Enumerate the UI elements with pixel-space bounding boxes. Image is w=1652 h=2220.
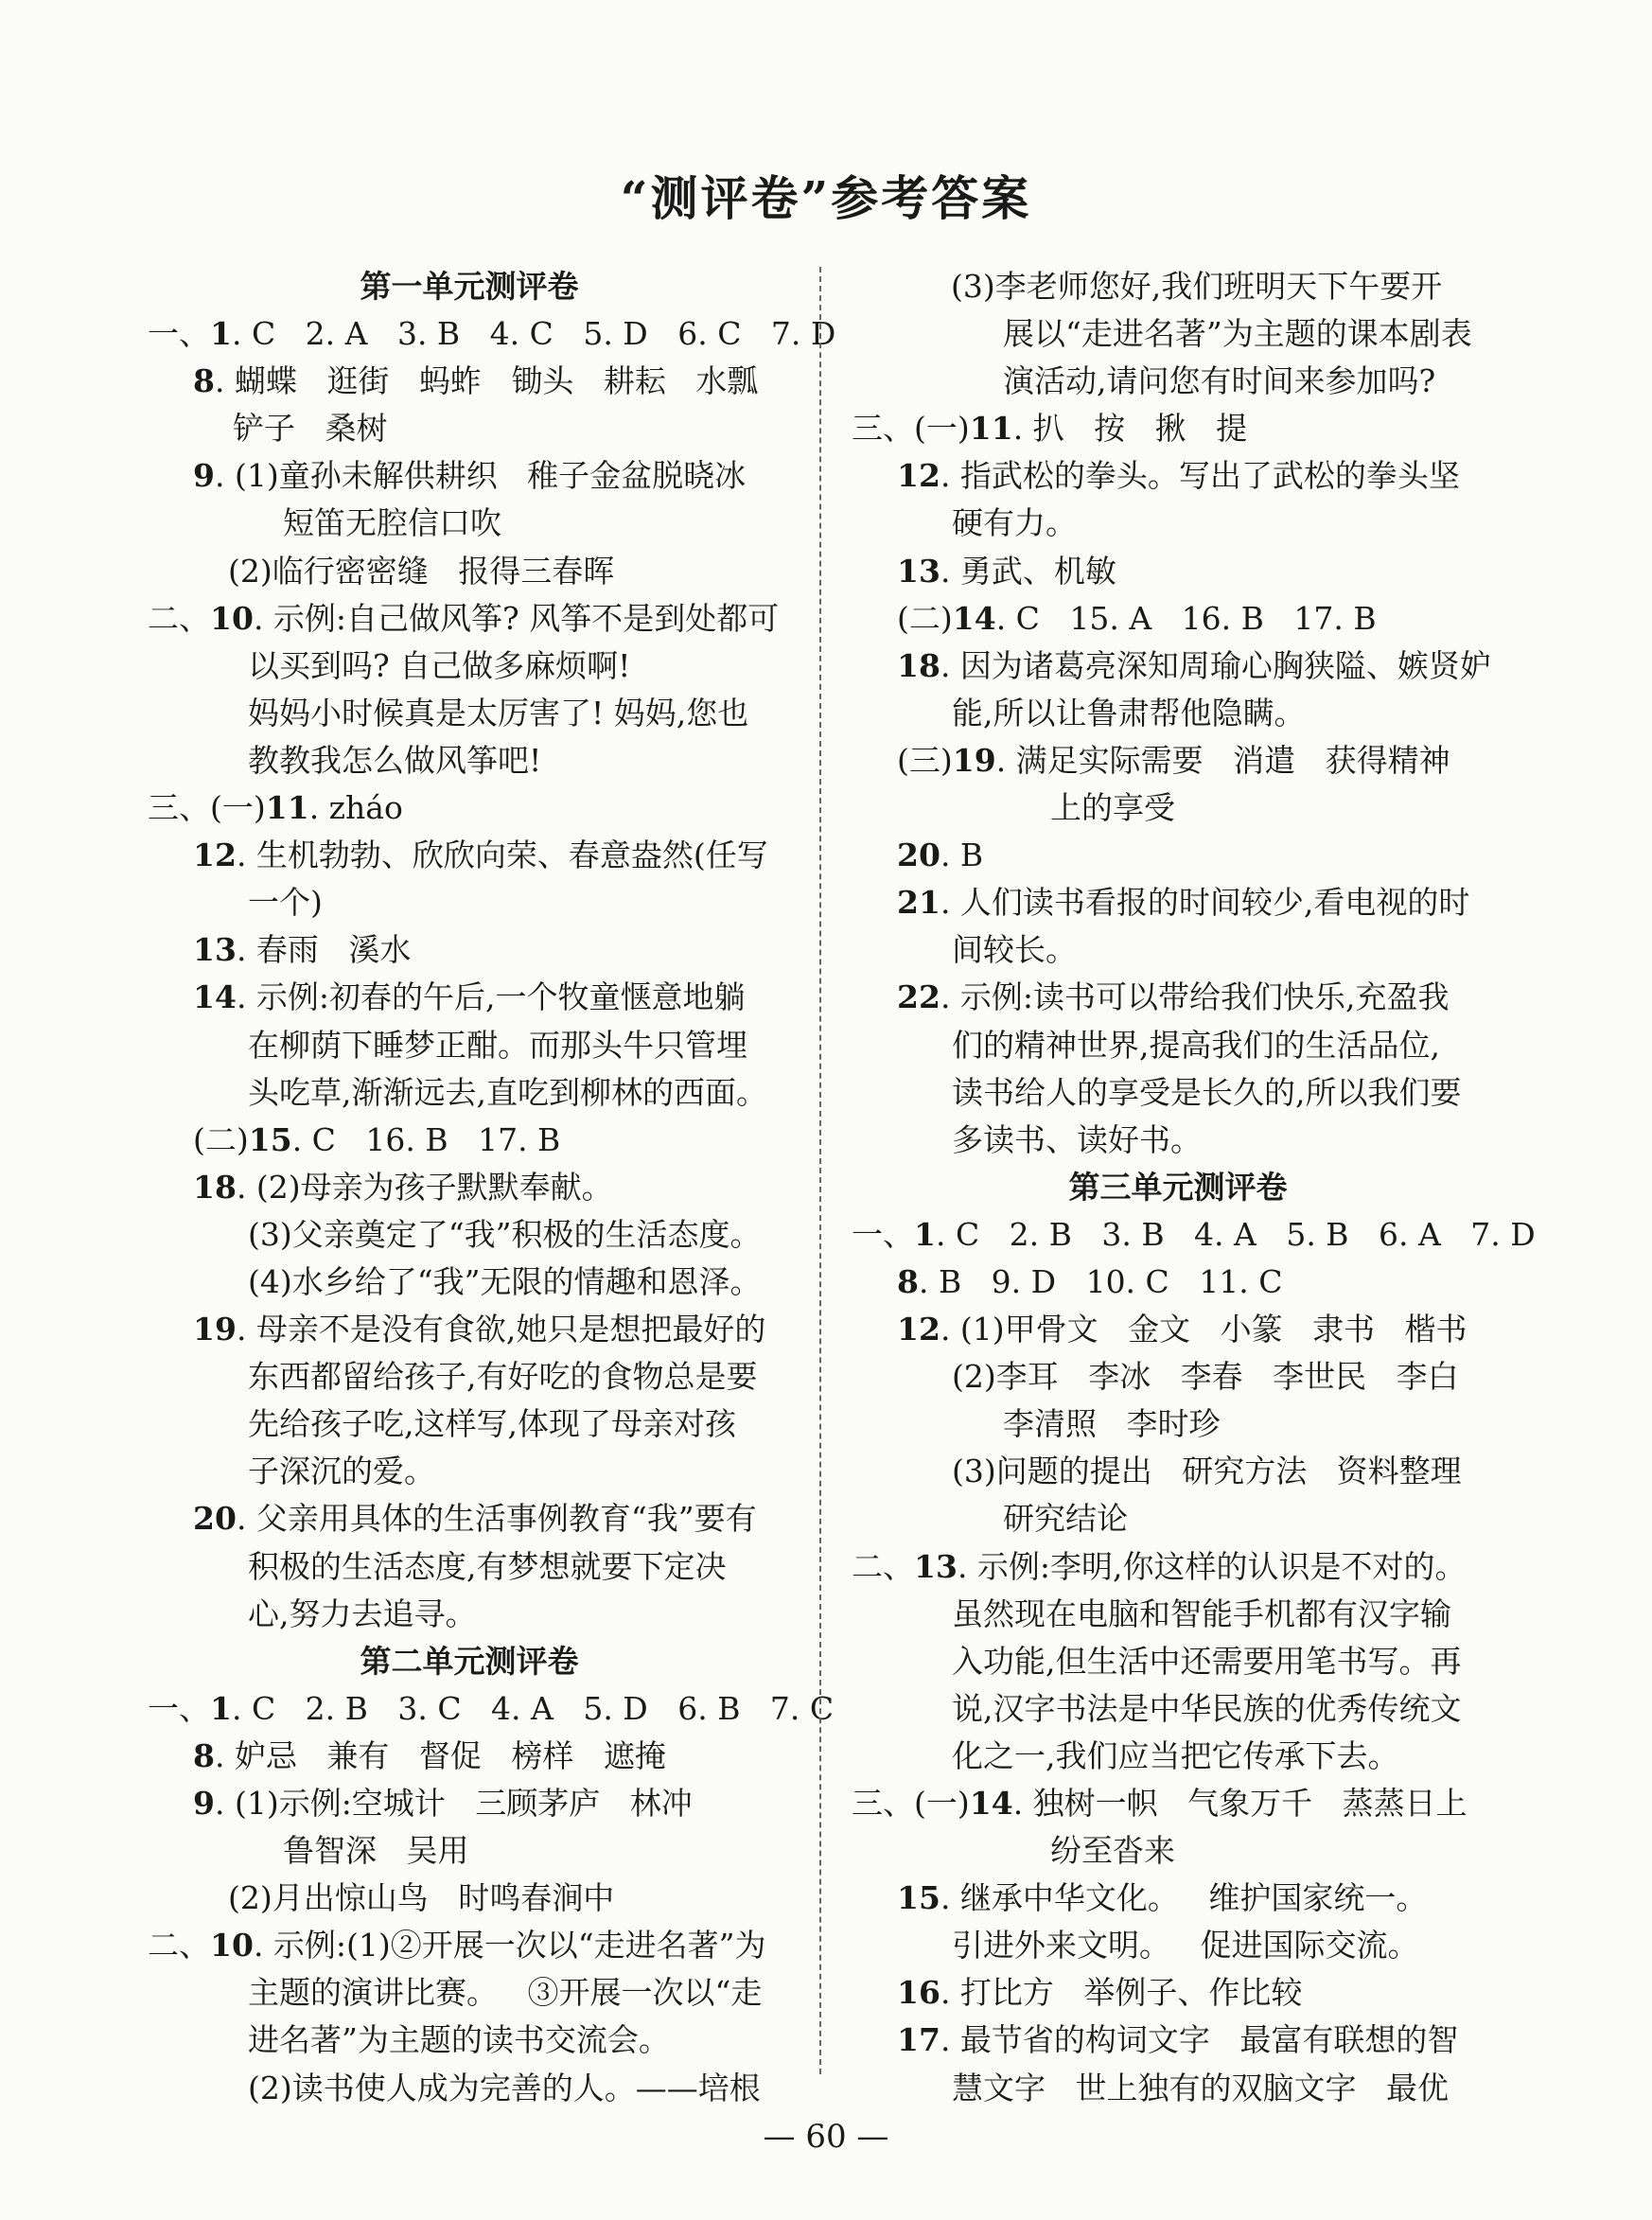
page-number: — 60 — <box>763 2118 889 2156</box>
right-column <box>852 263 1536 2112</box>
answer-text: . 勇武、机敏 <box>940 552 1116 590</box>
section-heading: 第二单元测评卷 <box>360 1642 579 1680</box>
answer-line <box>148 1117 791 1164</box>
answer-text: 一个) <box>248 884 323 922</box>
answer-text: . C 2. B 3. B 4. A 5. B 6. A 7. D <box>935 1215 1536 1253</box>
answer-line <box>148 1780 791 1827</box>
answer-text: . zháo <box>308 789 403 827</box>
answer-line <box>852 1495 1504 1542</box>
question-number: 22 <box>897 978 940 1016</box>
answer-line <box>852 737 1504 784</box>
answer-line <box>148 1685 835 1733</box>
answer-line <box>148 926 791 974</box>
answer-line <box>148 1259 791 1306</box>
answer-text: 铲子 桑树 <box>233 410 388 448</box>
answer-text: 间较长。 <box>952 931 1077 969</box>
answer-text: . 母亲不是没有食欲,她只是想把最好的 <box>236 1311 766 1348</box>
question-number: 8 <box>193 362 215 400</box>
answer-line <box>148 2017 791 2064</box>
answer-text: . (2)母亲为孩子默默奉献。 <box>236 1168 613 1206</box>
answer-text: (4)水乡给了“我”无限的情趣和恩泽。 <box>248 1262 762 1300</box>
question-number: 18 <box>193 1168 237 1206</box>
answer-text: 先给孩子吃,这样写,体现了母亲对孩 <box>248 1405 736 1443</box>
answer-line <box>852 1591 1504 1638</box>
question-number: 1 <box>210 1689 232 1727</box>
answer-text: 李清照 李时珍 <box>1003 1405 1221 1443</box>
answer-line <box>852 405 1504 452</box>
answer-line <box>852 1922 1504 1969</box>
answer-text: . 蝴蝶 逛街 蚂蚱 锄头 耕耘 水瓢 <box>214 362 759 400</box>
answer-text: . 示例:李明,你这样的认识是不对的。 <box>957 1547 1467 1585</box>
answer-line <box>852 1211 1536 1259</box>
question-number: 9 <box>193 1785 215 1822</box>
answer-text: (2)李耳 李冰 李春 李世民 李白 <box>952 1358 1459 1396</box>
answer-line <box>852 1969 1504 2017</box>
answer-line <box>148 1969 791 2017</box>
answer-text: 研究结论 <box>1003 1500 1128 1538</box>
question-number: 10 <box>210 1927 254 1965</box>
answer-line <box>852 832 1504 879</box>
answer-text: 虽然现在电脑和智能手机都有汉字输 <box>952 1595 1451 1632</box>
answer-line <box>852 1401 1504 1448</box>
question-number: 13 <box>897 552 940 590</box>
answer-text: . 扒 按 揪 提 <box>1012 410 1248 448</box>
answer-line <box>852 1117 1504 1164</box>
answer-text: . 继承中华文化。 维护国家统一。 <box>940 1879 1428 1917</box>
answer-text: 展以“走进名著”为主题的课本剧表 <box>1003 315 1472 353</box>
answer-text: 们的精神世界,提高我们的生活品位, <box>952 1026 1440 1064</box>
question-number: 11 <box>265 789 309 827</box>
answer-line <box>852 643 1504 690</box>
answer-text: 说,汉字书法是中华民族的优秀传统文 <box>952 1689 1462 1727</box>
question-number: 21 <box>897 884 940 922</box>
answer-line <box>148 1495 791 1542</box>
answer-line <box>852 595 1504 643</box>
answer-line <box>852 1353 1504 1401</box>
answer-text: . B 9. D 10. C 11. C <box>918 1262 1283 1300</box>
answer-text: 演活动,请问您有时间来参加吗? <box>1003 362 1436 400</box>
answer-text: . C 16. B 17. B <box>291 1120 561 1158</box>
answer-text: . 因为诸葛亮深知周瑜心胸狭隘、嫉贤妒 <box>940 646 1491 684</box>
answer-text: 化之一,我们应当把它传承下去。 <box>952 1736 1399 1774</box>
question-number: 14 <box>193 978 237 1016</box>
answer-text: . 示例:初春的午后,一个牧童惬意地躺 <box>236 978 746 1016</box>
answer-text: . 独树一帜 气象万千 蒸蒸日上 <box>1012 1785 1467 1822</box>
question-prefix: 一、 <box>148 1689 210 1727</box>
question-number: 12 <box>897 457 940 495</box>
answer-text: 硬有力。 <box>952 504 1077 542</box>
answer-text: 引进外来文明。 促进国际交流。 <box>952 1927 1419 1965</box>
answer-line <box>148 1827 791 1875</box>
answer-text: 进名著”为主题的读书交流会。 <box>248 2021 670 2059</box>
answer-text: 妈妈小时候真是太厉害了! 妈妈,您也 <box>248 694 749 731</box>
answer-line <box>148 1022 791 1069</box>
question-number: 13 <box>914 1547 958 1585</box>
question-number: 14 <box>952 599 996 637</box>
answer-line <box>852 1875 1504 1922</box>
question-number: 12 <box>193 837 237 874</box>
answer-line <box>852 1780 1504 1827</box>
answer-line <box>852 1638 1504 1685</box>
answer-text: . (1)童孙未解供耕织 稚子金盆脱晓冰 <box>214 457 747 495</box>
question-prefix: 二、 <box>148 1927 210 1965</box>
answer-text: 读书给人的享受是长久的,所以我们要 <box>952 1073 1462 1111</box>
answer-text: . 人们读书看报的时间较少,看电视的时 <box>940 884 1470 922</box>
question-prefix: 一、 <box>852 1215 914 1253</box>
answer-text: . 指武松的拳头。写出了武松的拳头坚 <box>940 457 1460 495</box>
page-title: “测评卷”参考答案 <box>620 170 1032 226</box>
answer-text: . 春雨 溪水 <box>236 931 412 969</box>
answer-line <box>852 358 1504 405</box>
answer-text: (3)父亲奠定了“我”积极的生活态度。 <box>248 1215 762 1253</box>
answer-text: 慧文字 世上独有的双脑文字 最优 <box>952 2069 1449 2106</box>
answer-text: 主题的演讲比赛。 ③开展一次以“走 <box>248 1974 763 2012</box>
question-number: 10 <box>210 599 254 637</box>
answer-text: 子深沉的爱。 <box>248 1453 435 1490</box>
answer-line <box>148 643 791 690</box>
question-number: 15 <box>897 1879 940 1917</box>
answer-line <box>148 1211 791 1259</box>
answer-text: . 示例:自己做风筝? 风筝不是到处都可 <box>253 599 780 637</box>
question-prefix: (二) <box>193 1120 249 1158</box>
answer-line <box>148 1069 791 1117</box>
answer-text: 上的享受 <box>1050 789 1175 827</box>
answer-line <box>852 1448 1504 1495</box>
answer-line <box>148 2065 791 2112</box>
question-prefix: 三、(一) <box>852 1785 970 1822</box>
section-heading: 第一单元测评卷 <box>360 268 579 305</box>
section-heading: 第三单元测评卷 <box>1068 1168 1288 1206</box>
answer-text: (2)月出惊山鸟 时鸣春涧中 <box>228 1879 615 1917</box>
answer-text: . 妒忌 兼有 督促 榜样 遮掩 <box>214 1736 666 1774</box>
answer-line <box>148 500 791 547</box>
answer-text: 鲁智深 吴用 <box>283 1832 469 1870</box>
answer-line <box>148 1733 791 1780</box>
answer-line <box>148 737 791 784</box>
question-number: 19 <box>193 1311 237 1348</box>
answer-text: . C 2. A 3. B 4. C 5. D 6. C 7. D <box>231 315 836 353</box>
answer-line <box>852 690 1504 737</box>
question-number: 1 <box>914 1215 936 1253</box>
answer-text: . 打比方 举例子、作比较 <box>940 1974 1303 2012</box>
answer-text: 教教我怎么做风筝吧! <box>248 741 542 779</box>
question-prefix: 三、(一) <box>852 410 970 448</box>
answer-line <box>148 1164 791 1211</box>
answer-text: 能,所以让鲁肃帮他隐瞒。 <box>952 694 1306 731</box>
question-number: 20 <box>193 1500 237 1538</box>
answer-line <box>852 784 1504 832</box>
question-prefix: 二、 <box>148 599 210 637</box>
answer-line <box>852 926 1504 974</box>
answer-line <box>852 548 1504 595</box>
question-number: 19 <box>952 741 996 779</box>
answer-line <box>852 1259 1504 1306</box>
answer-text: . 最节省的构词文字 最富有联想的智 <box>940 2021 1459 2059</box>
answer-text: . B <box>940 837 984 874</box>
question-number: 1 <box>210 315 232 353</box>
answer-line <box>852 2017 1504 2064</box>
answer-text: 在柳荫下睡梦正酣。而那头牛只管埋 <box>248 1026 747 1064</box>
answer-text: . 满足实际需要 消遣 获得精神 <box>995 741 1450 779</box>
question-prefix: (三) <box>897 741 953 779</box>
answer-text: . 示例:读书可以带给我们快乐,充盈我 <box>940 978 1450 1016</box>
answer-line <box>852 500 1504 547</box>
answer-text: . C 2. B 3. C 4. A 5. D 6. B 7. C <box>231 1689 835 1727</box>
left-column <box>148 263 836 2112</box>
answer-text: (2)临行密密缝 报得三春晖 <box>228 552 615 590</box>
question-number: 16 <box>897 1974 940 2012</box>
answer-line <box>148 358 791 405</box>
answer-line <box>852 452 1504 500</box>
answer-text: 短笛无腔信口吹 <box>283 504 501 542</box>
answer-line <box>148 974 791 1021</box>
answer-line <box>148 1543 791 1591</box>
answer-line <box>148 1922 791 1969</box>
answer-text: (3)问题的提出 研究方法 资料整理 <box>952 1453 1462 1490</box>
answer-line <box>852 1827 1504 1875</box>
answer-line <box>852 1022 1504 1069</box>
answer-line <box>148 1448 791 1495</box>
answer-line <box>148 1591 791 1638</box>
question-prefix: (二) <box>897 599 953 637</box>
answer-text: . C 15. A 16. B 17. B <box>995 599 1377 637</box>
question-prefix: 一、 <box>148 315 210 353</box>
answer-text: 纷至沓来 <box>1050 1832 1175 1870</box>
question-number: 13 <box>193 931 237 969</box>
question-number: 8 <box>897 1262 919 1300</box>
answer-line <box>852 1685 1504 1733</box>
answer-line <box>148 452 791 500</box>
answer-line <box>852 879 1504 926</box>
question-number: 17 <box>897 2021 940 2059</box>
answer-text: 多读书、读好书。 <box>952 1120 1202 1158</box>
answer-line <box>148 690 791 737</box>
question-number: 20 <box>897 837 940 874</box>
answer-text: . (1)示例:空城计 三顾茅庐 林冲 <box>214 1785 693 1822</box>
answer-line <box>148 548 791 595</box>
answer-line <box>852 310 1504 358</box>
answer-text: (2)读书使人成为完善的人。——培根 <box>248 2069 761 2106</box>
answer-line <box>852 2065 1504 2112</box>
answer-text: 头吃草,渐渐远去,直吃到柳林的西面。 <box>248 1073 767 1111</box>
question-number: 9 <box>193 457 215 495</box>
answer-text: . 父亲用具体的生活事例教育“我”要有 <box>236 1500 757 1538</box>
answer-line <box>148 784 791 832</box>
question-number: 12 <box>897 1311 940 1348</box>
question-number: 8 <box>193 1736 215 1774</box>
answer-text: 以买到吗? 自己做多麻烦啊! <box>248 646 631 684</box>
answer-text: 入功能,但生活中还需要用笔书写。再 <box>952 1642 1462 1680</box>
answer-line <box>852 1306 1504 1353</box>
answer-line <box>148 405 791 452</box>
answer-text: 心,努力去追寻。 <box>248 1595 477 1632</box>
answer-line <box>852 263 1504 310</box>
column-divider <box>819 267 821 2074</box>
answer-line <box>148 1306 791 1353</box>
answer-text: . (1)甲骨文 金文 小篆 隶书 楷书 <box>940 1311 1467 1348</box>
question-number: 14 <box>969 1785 1013 1822</box>
answer-line <box>148 595 791 643</box>
answer-line <box>148 310 836 358</box>
answer-line <box>148 879 791 926</box>
answer-text: 东西都留给孩子,有好吃的食物总是要 <box>248 1358 758 1396</box>
answer-line <box>852 1733 1504 1780</box>
answer-text: . 示例:(1)②开展一次以“走进名著”为 <box>253 1927 766 1965</box>
question-prefix: 三、(一) <box>148 789 266 827</box>
answer-text: (3)李老师您好,我们班明天下午要开 <box>951 268 1443 305</box>
question-prefix: 二、 <box>852 1547 914 1585</box>
answer-line <box>148 1353 791 1401</box>
question-number: 18 <box>897 646 940 684</box>
answer-line <box>852 974 1504 1021</box>
question-number: 15 <box>248 1120 292 1158</box>
answer-text: 积极的生活态度,有梦想就要下定决 <box>248 1547 727 1585</box>
answer-text: . 生机勃勃、欣欣向荣、春意盎然(任写 <box>236 837 768 874</box>
answer-line <box>148 1401 791 1448</box>
answer-line <box>852 1543 1504 1591</box>
answer-line <box>852 1069 1504 1117</box>
answer-line <box>148 1875 791 1922</box>
answer-line <box>148 832 791 879</box>
question-number: 11 <box>969 410 1013 448</box>
